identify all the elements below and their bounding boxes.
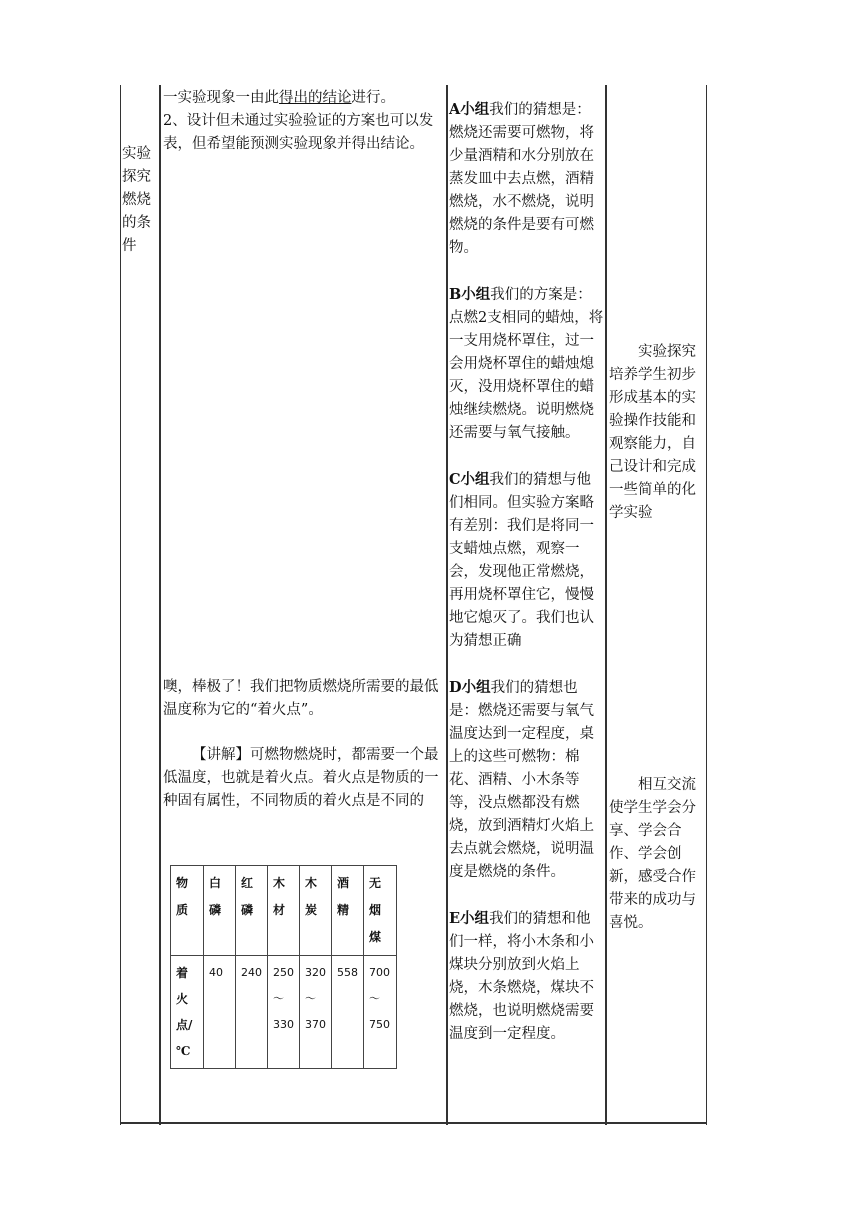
group-b-paragraph bbox=[449, 283, 605, 445]
table-border-left bbox=[120, 85, 121, 1125]
header-cell: 酒精 bbox=[332, 866, 364, 956]
teacher-line1: 一实验现象一由此 bbox=[163, 90, 279, 106]
teacher-item2: 2、设计但未通过实验验证的方案也可以发表，但希望能预测实验现象并得出结论。 bbox=[163, 113, 434, 152]
group-c-label: C小组 bbox=[449, 471, 490, 488]
table-divider-2 bbox=[446, 85, 448, 1125]
group-d-text: 我们的猜想也是：燃烧还需要与氧气温度达到一定程度，桌上的这些可燃物：棉花、酒精、小木条等等，没点燃都没有燃烧，放到酒精灯火焰上去点就会燃烧，说明温度是燃烧的条件。 bbox=[449, 680, 594, 880]
table-divider-1 bbox=[159, 85, 161, 1125]
group-a-label: A小组 bbox=[449, 101, 490, 118]
header-cell: 木炭 bbox=[300, 866, 332, 956]
group-a-text: 我们的猜想是：燃烧还需要可燃物，将少量酒精和水分别放在蒸发皿中去点燃，酒精燃烧，水不燃烧，说明燃烧的条件是要有可燃物。 bbox=[449, 102, 594, 256]
header-cell: 物质 bbox=[171, 866, 204, 956]
teacher-line1-underlined: 得出的结论 bbox=[279, 90, 352, 106]
header-cell: 红磷 bbox=[236, 866, 268, 956]
teacher-praise: 噢，棒极了！我们把物质燃烧所需要的最低温度称为它的“着火点”。 bbox=[163, 679, 439, 718]
ignition-point-table bbox=[170, 865, 397, 1069]
value-cell: 320～370 bbox=[300, 956, 332, 1069]
table-divider-3 bbox=[605, 85, 607, 1125]
value-cell: 40 bbox=[204, 956, 236, 1069]
section-label: 实验探究燃烧的条件 bbox=[122, 146, 151, 254]
value-cell: 700～750 bbox=[364, 956, 397, 1069]
group-c-text: 我们的猜想与他们相同。但实验方案略有差别：我们是将同一支蜡烛点燃，观察一会，发现他正常燃烧，再用烧杯罩住它，慢慢地它熄灭了。我们也认为猜想正确 bbox=[449, 472, 594, 649]
teacher-explain bbox=[163, 744, 445, 813]
explain-text: 可燃物燃烧时，都需要一个最低温度，也就是着火点。着火点是物质的一种固有属性，不同物质的着火点是不同的 bbox=[163, 747, 439, 809]
design-intent-a: 实验探究培养学生初步形成基本的实验操作技能和观察能力，自己设计和完成一些简单的化学实验 bbox=[609, 344, 696, 521]
value-cell: 558 bbox=[332, 956, 364, 1069]
group-e-label: E小组 bbox=[449, 910, 490, 927]
table-border-bottom bbox=[120, 1122, 707, 1124]
value-cell: 250～330 bbox=[268, 956, 300, 1069]
group-a-paragraph bbox=[449, 98, 605, 260]
table-row bbox=[171, 956, 397, 1069]
group-b-text: 我们的方案是：点燃2支相同的蜡烛，将一支用烧杯罩住，过一会用烧杯罩住的蜡烛熄灭，没用烧杯罩住的蜡烛继续燃烧。说明燃烧还需要与氧气接触。 bbox=[449, 287, 604, 441]
design-intent-b: 相互交流使学生学会分享、学会合作、学会创新，感受合作带来的成功与喜悦。 bbox=[609, 777, 696, 931]
header-cell: 白磷 bbox=[204, 866, 236, 956]
header-cell: 木材 bbox=[268, 866, 300, 956]
teacher-activity-top bbox=[163, 87, 445, 156]
group-b-label: B小组 bbox=[449, 286, 491, 303]
row-label-cell: 着火点/℃ bbox=[171, 956, 204, 1069]
explain-tag: 【讲解】 bbox=[192, 747, 250, 763]
header-cell: 无烟煤 bbox=[364, 866, 397, 956]
group-e-text: 我们的猜想和他们一样，将小木条和小煤块分别放到火焰上烧，木条燃烧，煤块不燃烧，也说明燃烧需要温度到一定程度。 bbox=[449, 911, 594, 1042]
table-header-row bbox=[171, 866, 397, 956]
group-d-paragraph bbox=[449, 676, 605, 884]
group-c-paragraph bbox=[449, 468, 605, 653]
group-d-label: D小组 bbox=[449, 679, 491, 696]
student-activity bbox=[449, 98, 605, 1069]
table-border-right bbox=[706, 85, 707, 1125]
group-e-paragraph bbox=[449, 907, 605, 1046]
value-cell: 240 bbox=[236, 956, 268, 1069]
teacher-line1-end: 进行。 bbox=[351, 90, 395, 106]
